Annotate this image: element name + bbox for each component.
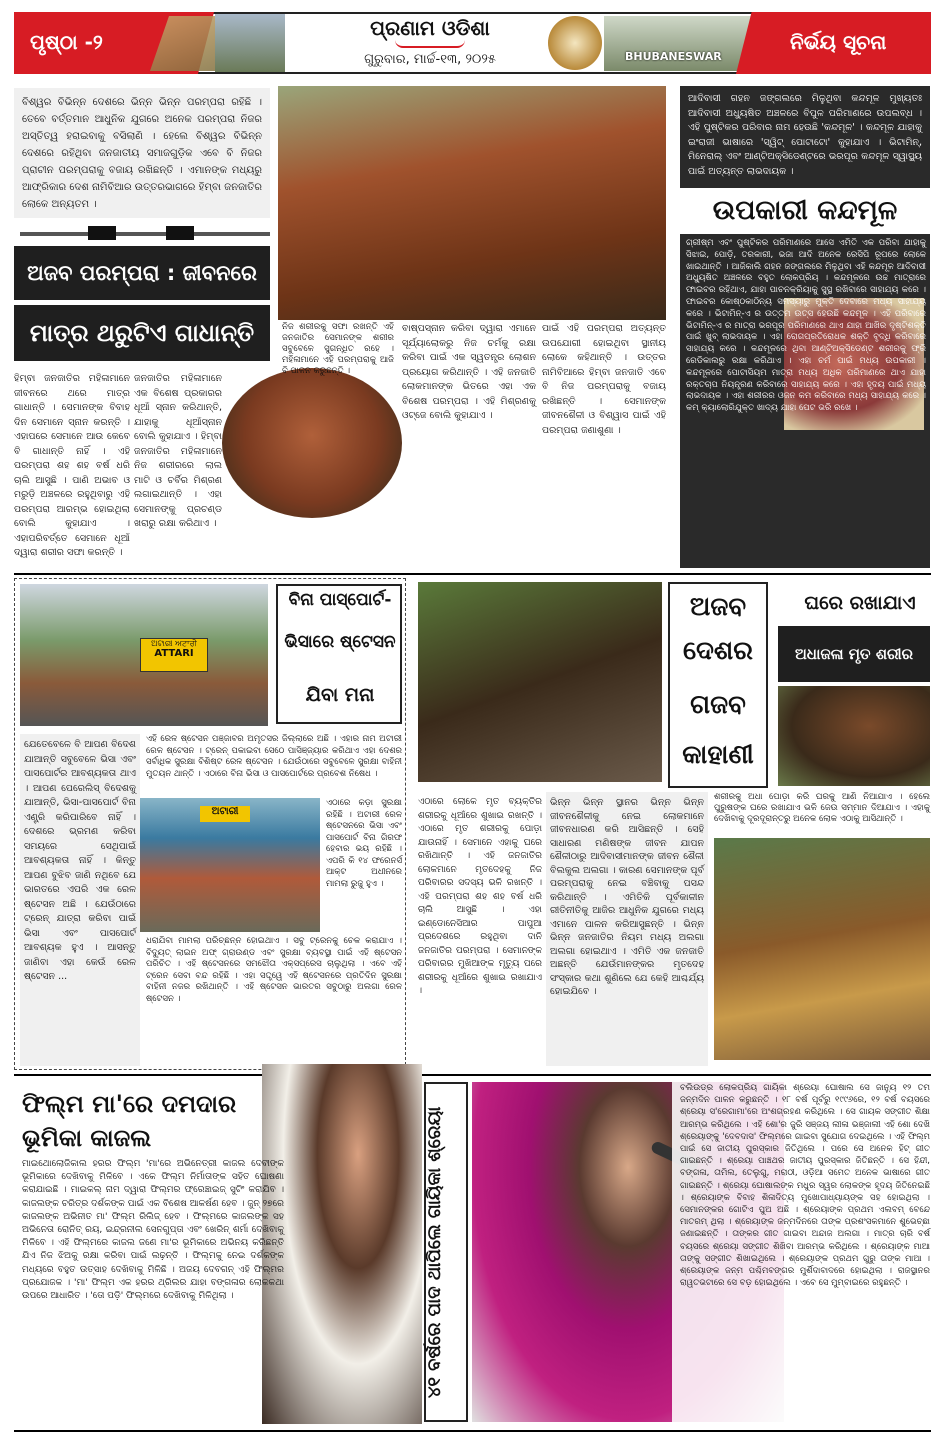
mummy-col-mid: ଭିନ୍ନ ଭିନ୍ନ ସ୍ଥାନର ଭିନ୍ନ ଭିନ୍ନ ଜୀବନଶୈଳୀକୁ ନେଇ ଲୋକମାନେ ଜୀବନଧାରଣ କରି ଆସିଛନ୍ତି । ସେହି ସାଧାରଣ ମଣିଷଙ୍କ ଜୀବନ ଯାପନ ଶୈଳୀଠାରୁ ଆଦିବାସୀମାନଙ୍କ ଜୀବନ ଶୈଳୀ ବିଲକୁଲ ଅଲଗା । କାରଣ ସେମାନଙ୍କ ପୂର୍ବ ପରମ୍ପରାକୁ ନେଇ ବଞ୍ଚିବାକୁ ପସନ୍ଦ କରିଥାନ୍ତି । ଏମିତିକି ପୂର୍ବକାଳୀନ ରୀତିନୀତିକୁ ଆଜିର ଆଧୁନିକ ଯୁଗରେ ମଧ୍ୟ ଏମାନେ ପାଳନ କରିଆସୁଛନ୍ତି । ଭିନ୍ନ ଭିନ୍ନ ଜନଜାତିର ନିୟମ ମଧ୍ୟ ଅଲଗା ଅଲଗା ହୋଇଥାଏ । ଏମିତି ଏକ ଜନଜାତି ଅଛନ୍ତି ଯେଉଁମାନଙ୍କର ମୃତଦେହ ସଂସ୍କାର କଥା ଶୁଣିଲେ ଯେ କେହି ଆଶ୍ଚର୍ଯ୍ୟ ହୋଇଯିବେ । <box>546 792 708 1066</box>
section-rule-2 <box>14 1074 931 1076</box>
kajol-headline-1: ଫିଲ୍ମ ମା'ରେ ଦମଦାର <box>22 1090 237 1118</box>
divider-knot-1 <box>88 226 116 240</box>
attari-headline-1: ବିନା ପାସ୍‌ପୋର୍ଟ- <box>288 590 392 610</box>
kajol-photo <box>262 1064 422 1424</box>
himba-women-photo <box>278 86 666 320</box>
himba-intro: ବିଶ୍ୱର ବିଭିନ୍ନ ଦେଶରେ ଭିନ୍ନ ଭିନ୍ନ ପରମ୍ପରା ରହିଛି । ତେବେ ବର୍ତ୍ତମାନ ଆଧୁନିକ ଯୁଗରେ ଅନେକ ପରମ୍ପରା ନିଜର ଅସ୍ତିତ୍ୱ ହରାଇବାକୁ ବସିଲାଣି । ହେଲେ ବିଶ୍ୱର ବିଭିନ୍ନ ଦେଶରେ ରହିଥିବା ଜନଜାତୀୟ ସମାଜଗୁଡ଼ିକ ଏବେ ବି ନିଜର ପ୍ରାଚୀନ ପରମ୍ପରାକୁ ବଜାୟ ରଖିଛନ୍ତି । ଏମାନଙ୍କ ମଧ୍ୟରୁ ଆଫ୍ରିକାର ଦେଶ ନାମିବିଆର ଉତ୍ତରଭାଗରେ ହିମ୍ବା ଜନଜାତିର ଲୋକେ ଅନ୍ୟତମ । <box>14 88 270 218</box>
masthead-title: ପ୍ରଣାମ ଓଡିଶା <box>370 16 490 40</box>
himba-portrait-photo <box>222 368 402 518</box>
page-bottom-rule <box>14 1430 931 1432</box>
kajol-body: ମାଇଥୋଲୋଜିକାଲ ହରର ଫିଲ୍ମ 'ମା'ରେ ଅଭିନେତ୍ରୀ କାଜଲ ଦେବୀଙ୍କ ଭୂମିକାରେ ଦେଖିବାକୁ ମିଳିବେ । ଏକେ ଫିଲ୍ମ ନିର୍ମାତାଙ୍କ ସହିତ ଘୋଷଣା କରାଯାଇଛି । ମାଇକଲ୍ ନାମ ଦ୍ୱାରା ଫିଲ୍ମର ଫ୍ରେଞ୍ଚାଇଜ୍ ସୁଟିଂ କରାଯିବ । କାଜଲଙ୍କ ଚରିତ୍ର ଦର୍ଶକଙ୍କ ପାଇଁ ଏକ ବିଶେଷ ଆକର୍ଷଣ ହେବ । ଜୁନ୍ ୨୭ରେ କାଜଲଙ୍କ ଅଭିନୀତ ମା' ଫିଲ୍ମ ରିଲିଜ୍ ହେବ । ଫିଲ୍ମରେ କାଜଲଙ୍କ ସହ ଅଭିନେତା ରୋନିତ୍ ରୟ, ଇନ୍ଦ୍ରନୀଲ ସେନଗୁପ୍ତା ଏବଂ ଖେରିନ୍ ଶର୍ମା ଦେଖିବାକୁ ମିଳିବେ । ଏହି ଫିଲ୍ମରେ କାଜଲ ଜଣେ ମା'ର ଭୂମିକାରେ ଅଭିନୟ କରିଛନ୍ତି ଯିଏ ନିଜ ଝିଅକୁ ରକ୍ଷା କରିବା ପାଇଁ ଲଢ଼ନ୍ତି । ଫିଲ୍ମକୁ ନେଇ ଦର୍ଶକଙ୍କ ମଧ୍ୟରେ ବହୁତ ଉତ୍ସାହ ଦେଖିବାକୁ ମିଳିଛି । ଅଜୟ ଦେବଗନ୍ ଏହି ଫିଲ୍ମର ପ୍ରଯୋଜକ । 'ମା' ଫିଲ୍ମ ଏକ ହରର ଥ୍ରିଲର ଯାହା ବଙ୍ଗଳାର ଲୋକକଥା ଉପରେ ଆଧାରିତ । 'ତୋ ପଡ଼ି' ଫିଲ୍ମରେ ଦେଖିବାକୁ ମିଳିଥିଲା । <box>22 1159 284 1302</box>
tribal-dancers-photo <box>714 838 930 1060</box>
attari-body-side: ଏଠାରେ କଡ଼ା ସୁରକ୍ଷା ରହିଛି । ଅଟାରୀ ରେଳ ଷ୍ଟେସନରେ ଭିସା ଏବଂ ପାସପୋର୍ଟ ବିନା ଗିରଫ ହେବାର ଭୟ ରହିଛି । ଏପରି କି ୧୪ ଫରେନର୍ସ ଆକ୍ଟ ଅଧୀନରେ ମାମଲା ରୁଜୁ ହୁଏ । <box>326 798 402 889</box>
kanda-lead: ଆଦିବାସୀ ଗହନ ଜଙ୍ଗଲରେ ମିଳୁଥିବା କନ୍ଦମୂଳ ମୁଖ୍ୟତଃ ଆଦିବାସୀ ଅଧ୍ୟୁଷିତ ଅଞ୍ଚଳରେ ବିପୁଳ ପରିମାଣରେ ଉପଲବ୍ଧ । ଏହି ପୁଷ୍ଟିକର ପରିବାର ନାମ ହେଉଛି 'କନ୍ଦମୂଳ' । କନ୍ଦମୂଳ ଯାହାକୁ ଇଂରାଜୀ ଭାଷାରେ 'ସ୍ୱିଟ୍ ପୋଟାଟୋ' କୁହାଯାଏ । ଭିଟାମିନ୍, ମିନେରାଲ୍ ଏବଂ ଆଣ୍ଟିଅକ୍ସିଡେଣ୍ଟରେ ଭରପୂର କନ୍ଦମୂଳ ସ୍ୱାସ୍ଥ୍ୟ ପାଇଁ ଅତ୍ୟନ୍ତ ଲାଭଦାୟକ । <box>680 86 930 188</box>
platform-sign: ଅଟାରୀ <box>200 806 250 822</box>
masthead-date: ଗୁରୁବାର, ମାର୍ଚ୍ଚ-୧୩, ୨୦୨୫ <box>364 52 496 67</box>
tribesman-photo <box>778 686 930 786</box>
mummy-col-left: ଏଠାରେ ଲୋକେ ମୃତ ବ୍ୟକ୍ତିର ଶରୀରକୁ ଧୂଆଁରେ ଶୁଖାଇ ରଖନ୍ତି । ଏଠାରେ ମୃତ ଶରୀରକୁ ପୋଡ଼ା ଯାଉନାହିଁ । ସେମାନେ ଏହାକୁ ଘରେ ରଖିଥାନ୍ତି । ଏହି ଜନଜାତିର ଲୋକମାନେ ମୃତଦେହକୁ ନିଜ ପରିବାରର ସଦସ୍ୟ ଭଳି ରଖନ୍ତି । ଏହି ପରମ୍ପରା ଶହ ଶହ ବର୍ଷ ଧରି ଚାଲି ଆସୁଛି । ଏହା ଇଣ୍ଡୋନେସିଆର ପାପୁଆ ପ୍ରଦେଶରେ ରହୁଥିବା ଦାନି ଜନଜାତିର ପରମ୍ପରା । ସେମାନଙ୍କ ପରିବାରର ମୁଖିଆଙ୍କ ମୃତ୍ୟୁ ପରେ ଶରୀରକୁ ଧୂଆଁରେ ଶୁଖାଇ ରଖାଯାଏ । <box>418 797 542 996</box>
attari-sign-english: ATTARI <box>154 648 194 659</box>
himba-divider <box>20 232 270 236</box>
attari-headline-2: ଭିସାରେ ଷ୍ଟେସନ <box>284 632 396 652</box>
shreya-body: ବଲିଉଡ୍‌ର ଲୋକପ୍ରିୟ ଗାୟିକା ଶ୍ରେୟା ଘୋଷାଲ ସେ ଜାନ୍ୟୁ ୧୨ ତମ ଜନ୍ମଦିନ ପାଳନ କରୁଛନ୍ତି । ୧୮ ବର୍ଷ ପୂର୍ବରୁ ୧୯୯୬ରେ, ୧୨ ବର୍ଷ ବୟସରେ ଶ୍ରେୟା ସ'ରେଗାମା'ରେ ଅଂଶଗ୍ରହଣ କରିଥିଲେ । ସେ ଗାୟକ ସଙ୍ଗୀତ ଶିକ୍ଷା ଆରମ୍ଭ କରିଥିଲେ । ଏହି ଶୋ'ର ଜୁରି ସଞ୍ଜୟ ଲୀଳା ଭଞ୍ଜାଲୀ ଏହି ଶୋ ଦେଖି ଶ୍ରେୟାଙ୍କୁ 'ଦେବଦାସ' ଫିଲ୍ମରେ ଗାଇବା ସୁଯୋଗ ଦେଇଥିଲେ । ଏହି ଫିଲ୍ମ ପାଇଁ ସେ ଜାତୀୟ ପୁରସ୍କାର ଜିତିଥିଲେ । ପରେ ସେ ଅନେକ ହିଟ୍ ଗୀତ ଗାଇଛନ୍ତି । ଶ୍ରେୟା ପାଞ୍ଚଥର ଜାତୀୟ ପୁରସ୍କାର ଜିତିଛନ୍ତି । ସେ ହିନ୍ଦୀ, ବଙ୍ଗଳା, ତାମିଲ, ତେଲୁଗୁ, ମରାଠୀ, ଓଡ଼ିଆ ସମେତ ଅନେକ ଭାଷାରେ ଗୀତ ଗାଇଛନ୍ତି । ଶ୍ରେୟା ଘୋଷାଲଙ୍କ ମଧୁର ସ୍ୱର ଲୋକଙ୍କ ହୃଦୟ ଜିତିନେଇଛି । ଶ୍ରେୟାଙ୍କ ବିବାହ ଶିଳାଦିତ୍ୟ ମୁଖୋପାଧ୍ୟାୟଙ୍କ ସହ ହୋଇଥିଲା । ସେମାନଙ୍କର ଗୋଟିଏ ପୁଅ ଅଛି । ଶ୍ରେୟାଙ୍କ ପ୍ରଥମ ଏଲବମ୍ ବେନ୍ଦେ ମାତରମ୍ ଥିଲା । ଶ୍ରେୟାଙ୍କ ଜନ୍ମଦିନରେ ତାଙ୍କ ପ୍ରଶଂସକମାନେ ଶୁଭେଚ୍ଛା ଜଣାଇଛନ୍ତି । ତାଙ୍କର ଗୀତ ଗାଇବା ଅନ୍ଦାଜ ଅଲଗା । ମାତ୍ର ଚାରି ବର୍ଷ ବୟସରେ ଶ୍ରେୟା ସଙ୍ଗୀତ ଶିଖିବା ଆରମ୍ଭ କରିଥିଲେ । ଶ୍ରେୟାଙ୍କ ମାଆ ତାଙ୍କୁ ସଙ୍ଗୀତ ଶିଖାଇଥିଲେ । ଶ୍ରେୟାଙ୍କ ପ୍ରଥମ ଗୁରୁ ତାଙ୍କ ମାଆ । ଶ୍ରେୟାଙ୍କ ଜନ୍ମ ପଶ୍ଚିମବଙ୍ଗର ମୁର୍ଶିଦାବାଦରେ ହୋଇଥିଲା । ରାଜସ୍ଥାନର ରାୱତଭଟାରେ ସେ ବଡ଼ ହୋଇଥିଲେ । ଏବେ ସେ ମୁମ୍ବାଇରେ ରହୁଛନ୍ତି । <box>672 1082 930 1422</box>
kanda-headline: ଉପକାରୀ କନ୍ଦମୂଳ <box>712 195 898 226</box>
city-sign: BHUBANESWAR <box>625 50 722 63</box>
attari-intro: ଯେତେବେଳେ ବି ଆପଣ ବିଦେଶ ଯାଆନ୍ତି ସବୁବେଳେ ଭିସା ଏବଂ ପାସପୋର୍ଟର ଆବଶ୍ୟକତା ଥାଏ । ଆପଣ ପେରେଲିସ୍ ବିଦେଶକୁ ଯାଆନ୍ତି, ଭିସା-ପାସପୋର୍ଟ ବିନା ଏଣ୍ଟ୍ରି କରିପାରିବେ ନାହିଁ । ଦେଶରେ ଭ୍ରମଣ କରିବା ସମୟରେ ସେଥିପାଇଁ ଆବଶ୍ୟକତା ନାହିଁ । କିନ୍ତୁ ଆପଣ ବୁଝିବ ଜାଣି ନଥିବେ ଯେ ଭାରତରେ ଏପରି ଏକ ରେଳ ଷ୍ଟେସନ ଅଛି । ଯେଉଁଠାରେ ଟ୍ରେନ୍ ଯାତ୍ରା କରିବା ପାଇଁ ଭିସା ଏବଂ ପାସପୋର୍ଟ ଆବଶ୍ୟକ ହୁଏ । ଆସନ୍ତୁ ଜାଣିବା ଏହା କେଉଁ ରେଳ ଷ୍ଟେସନ ... <box>20 734 140 1066</box>
himba-col-4: ବାଷ୍ପସ୍ନାନ କରିବା ଦ୍ୱାରା ଏମାନେ ସୂର୍ଯ୍ୟାଲୋକରୁ ନିଜ ଚର୍ମକୁ ରକ୍ଷା କରିବା ପାଇଁ ଏକ ସ୍ୱତନ୍ତ୍ର ଲୋଶନ ପ୍ରୟୋଗ କରିଥାନ୍ତି । ଏହି ଜନଜାତି ଲୋକମାନଙ୍କ ଭିତରେ ଏହା ଏକ ବିଶେଷ ପରମ୍ପରା । ଏହି ମିଶ୍ରଣକୁ ଓଟ୍ଜେ ବୋଲି କୁହାଯାଏ । <box>402 323 536 421</box>
food-plate-icon <box>548 16 602 70</box>
mummy-col-right: ଶରୀରକୁ ଅଧା ପୋଡ଼ା କରି ଘରକୁ ଆଣି ନିଆଯାଏ । ହେଲେ ପୁରୁଷଙ୍କ ଘରେ ରଖାଯାଏ ଭଳି ଜେଉ ସମ୍ମାନ ଦିଆଯାଏ । ଏହାକୁ ଦେଖିବାକୁ ଦୂରଦୂରାନ୍ତରୁ ଅନେକ ଲୋକ ଏଠାକୁ ଆସିଥାନ୍ତି । <box>714 792 930 824</box>
section-rule-1 <box>14 573 931 575</box>
mummy-headline-sub: ଅଧାଜଳା ମୃତ ଶରୀର <box>778 626 930 682</box>
mummy-title-1: ଅଜବ <box>689 592 747 622</box>
attari-body-top: ଏହି ରେଳ ଷ୍ଟେସନ ପଞ୍ଜାବର ଅମୃତସର ଜିଲ୍ଲାରେ ଅଛି । ଏହାର ନାମ ଅଟାରୀ ରେଳ ଷ୍ଟେସନ । ଟ୍ରେନ୍ ପକାଇବା ସେଠେ ପାସିଞ୍ଜ୍ୟାର କରିଥାଏ ଏହା ଦେଶର ସର୍ବାଧିକ ସୁରକ୍ଷା ବିଶିଷ୍ଟ ରେଳ ଷ୍ଟେସନ । ଯେଉଁଠାରେ ସବୁବେଳେ ସୁରକ୍ଷା ବାହିନୀ ମୁତୟନ ଥାନ୍ତି । ଏଠାରେ ବିନା ଭିସା ଓ ପାସପୋର୍ଟରେ ପ୍ରବେଶ ନିଷେଧ । <box>146 734 402 779</box>
divider-knot-2 <box>166 226 194 240</box>
himba-col-5: ପାଇଁ ଏହି ପରମ୍ପରା ଅତ୍ୟନ୍ତ ଉପଯୋଗୀ ହୋଇଥିବା ସ୍ଥାନୀୟ ଲୋକେ କହିଥାନ୍ତି । ଉତ୍ତର ନାମିବିଆରେ ହିମ୍ବା ଜନଜାତି ଏବେ ବି ନିଜ ପରମ୍ପରାକୁ ବଜାୟ ରଖିଛନ୍ତି । ସେମାନଙ୍କ ଜୀବନଶୈଳୀ ଓ ବିଶ୍ୱାସ ପାଇଁ ଏହି ପରମ୍ପରା ଜଣାଶୁଣା । <box>542 323 666 436</box>
mummy-title-4: କାହାଣୀ <box>682 740 754 770</box>
himba-headline-2: ମାତ୍ର ଥରୁଟିଏ ଗାଧାନ୍ତି <box>14 305 270 361</box>
masthead-ornament <box>395 40 465 48</box>
attari-headline-3: ଯିବା ମନା <box>305 684 375 706</box>
attari-body-bottom: ଧରାଯିବା ମାମଲା ପରିଚ୍ଛନ୍ନ ହୋଇଥାଏ । ସବୁ ଟ୍ରେନକୁ ଚେକ କରାଯାଏ । ବିଦ୍ୟୁତ୍ ଲାଇନ ଅଫ୍ ଗ୍ରାଉଣ୍ଡ ଏବଂ ସୁରକ୍ଷା ବ୍ୟବସ୍ଥା ପାଇଁ ଏହି ଷ୍ଟେସନ ପରିଚିତ । ଏହି ଷ୍ଟେସନରେ ସମଝୌତା ଏକ୍ସପ୍ରେସ ଚାଲୁଥିଲା । ଏବେ ଏହି ଟ୍ରେନ ସେବା ବନ୍ଦ ରହିଛି । ଏହା ସତ୍ତ୍ୱେ ଏହି ଷ୍ଟେସନରେ ପ୍ରତିଦିନ ସୁରକ୍ଷା ବାହିନୀ ନଜର ରଖିଥାନ୍ତି । ଏହି ଷ୍ଟେସନ ଭାରତର ସବୁଠାରୁ ଅଲଗା ରେଳ ଷ୍ଟେସନ । <box>146 936 402 1004</box>
mummy-title-3: ଗଜବ <box>690 690 746 720</box>
attari-sign <box>140 638 208 672</box>
page-label: ପୃଷ୍ଠା -୨ <box>30 30 103 54</box>
kanda-body: ଗ୍ରୀଷ୍ମ ଏବଂ ପୁଷ୍ଟିକର ପରିମାଣରେ ଆସେ ଏମିତି ଏକ ପରିବା ଯାହାକୁ ସିଝାଇ, ପୋଡ଼ି, ତରକାରୀ, ଭଜା ଆଦି ଅନେକ ରେସିପି ରୂପରେ ଲୋକେ ଖାଇଥାନ୍ତି । ଆଜିକାଲି ଗହନ ଜଙ୍ଗଲରେ ମିଳୁଥିବା ଏହି କନ୍ଦମୂଳ ଆଦିବାସୀ ଅଧ୍ୟୁଷିତ ଅଞ୍ଚଳରେ ବହୁତ ଲୋକପ୍ରିୟ । କନ୍ଦମୂଳରେ ଉଚ୍ଚ ମାତ୍ରାରେ ଫାଇବର ରହିଥାଏ, ଯାହା ପାଚନକ୍ରିୟାକୁ ସୁସ୍ଥ ରଖିବାରେ ସାହାଯ୍ୟ କରେ । ଫାଇବର କୋଷ୍ଠକାଠିନ୍ୟ ସମସ୍ୟାରୁ ମୁକ୍ତି ଦେବାରେ ମଧ୍ୟ ସାହାଯ୍ୟ କରେ । ଭିଟାମିନ୍-ଏ ର ଉତ୍ତମ ଉତ୍ସ ହେଉଛି କନ୍ଦମୂଳ । ଏହି ପରିବାରେ ଭିଟାମିନ୍-ଏ ର ମାତ୍ରା ଭରପୂର ପରିମାଣରେ ଥାଏ ଯାହା ଆଖିର ଦୃଷ୍ଟିଶକ୍ତି ପାଇଁ ଖୁବ୍ ଲାଭଦାୟକ । ଏହା ରୋଗପ୍ରତିରୋଧକ ଶକ୍ତି ବୃଦ୍ଧି କରିବାରେ ସାହାଯ୍ୟ କରେ । କନ୍ଦମୂଳରେ ଥିବା ଆଣ୍ଟିଅକ୍ସିଡେଣ୍ଟ ଶରୀରକୁ ଫ୍ରି ରେଡିକାଲରୁ ରକ୍ଷା କରିଥାଏ । ଏହା ଚର୍ମ ପାଇଁ ମଧ୍ୟ ଉପକାରୀ । କନ୍ଦମୂଳରେ ପୋଟାସିୟମ ମାତ୍ରା ମଧ୍ୟ ଅଧିକ ପରିମାଣରେ ଥାଏ ଯାହା ରକ୍ତଚାପ ନିୟନ୍ତ୍ରଣ କରିବାରେ ସାହାଯ୍ୟ କରେ । ଏହା ହୃଦୟ ପାଇଁ ମଧ୍ୟ ଲାଭଦାୟକ । ଏହା ଶରୀରର ଓଜନ କମ କରିବାରେ ମଧ୍ୟ ସାହାଯ୍ୟ କରେ । କମ୍ କ୍ୟାଲୋରିଯୁକ୍ତ ଖାଦ୍ୟ ଯାହା ପେଟ ଭରି ରଖେ । <box>686 238 926 414</box>
kajol-headline-2: ଭୂମିକା କାଜଲ <box>22 1124 152 1152</box>
himba-col-3: ନିଜ ଶରୀରକୁ ସଫା ରଖନ୍ତି ଏହି ଜନଜାତିର ସେମାନଙ୍କ ଶରୀର ସବୁବେଳେ ସୁଗନ୍ଧିତ ରହେ । ମହିଳାମାନେ ଏହି ପରମ୍ପରାକୁ ଆଜି ବି ପାଳନ କରୁଛନ୍ତି । <box>282 322 394 376</box>
himba-col-2: ଜନଜାତିର ମହିଳାମାନେ ଏକ ବିଶେଷ ପ୍ରକାରର ଧୂଆଁ ସ୍ନାନ କରିଥାନ୍ତି, ଯାହାକୁ ଧୂଆଁସ୍ନାନ ବୋଲି କୁହାଯାଏ । ହିମ୍ବା ଜନଜାତିର ମହିଳାମାନେ ନିଜ ଶରୀରରେ ଲାଲ ମାଟି ଓ ଚର୍ବିର ମିଶ୍ରଣ ଲଗାଇଥାନ୍ତି । ଏହା ସେମାନଙ୍କୁ ପ୍ରଚଣ୍ଡ ଖରାରୁ ରକ୍ଷା କରିଥାଏ । <box>134 373 222 529</box>
shreya-vertical-headline: ୪୧ ବର୍ଷରେ ପାଦ ଥାପିଲେ ଗାୟିକା ଶ୍ରେୟା <box>424 1106 445 1398</box>
section-label: ନିର୍ଭୟ ସୂଚନା <box>790 30 887 54</box>
mummy-photo <box>418 582 662 782</box>
mummy-title-2: ଦେଶର <box>683 636 753 666</box>
himba-headline-1: ଅଜବ ପରମ୍ପରା : ଜୀବନରେ <box>14 246 270 300</box>
himba-col-1: ହିମ୍ବା ଜନଜାତିର ମହିଳାମାନେ ଜୀବନରେ ଥରେ ମାତ୍ର ଗାଧାନ୍ତି । ସେମାନଙ୍କ ବିବାହ ଦିନ ସେମାନେ ସ୍ନାନ କରନ୍ତି । ଏହାପରେ ସେମାନେ ଆଉ କେବେ ବି ଗାଧାନ୍ତି ନାହିଁ । ଏହି ପରମ୍ପରା ଶହ ଶହ ବର୍ଷ ଧରି ଚାଲି ଆସୁଛି । ପାଣି ଅଭାବ ଓ ମରୁଡ଼ି ଅଞ୍ଚଳରେ ରହୁଥିବାରୁ ଏହି ପରମ୍ପରା ଆରମ୍ଭ ହୋଇଥିଲା ବୋଲି କୁହାଯାଏ । ଏହାପରିବର୍ତ୍ତେ ସେମାନେ ଧୂଆଁ ଦ୍ୱାରା ଶରୀର ସଫା କରନ୍ତି । <box>14 373 130 558</box>
temple-icon <box>215 14 285 72</box>
mummy-headline-top: ଘରେ ରଖାଯାଏ <box>804 592 916 614</box>
attari-sign-local: ଅଟାରୀ ਅਟਾਰੀ <box>151 639 197 648</box>
